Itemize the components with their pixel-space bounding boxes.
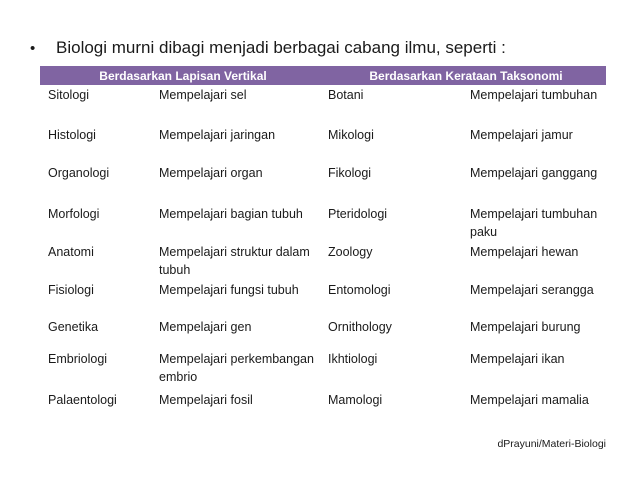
branch-name: Sitologi bbox=[48, 88, 89, 102]
branch-description: Mempelajari serangga bbox=[470, 283, 594, 297]
branch-name: Genetika bbox=[48, 320, 99, 334]
branch-name: Entomologi bbox=[328, 283, 391, 297]
table-row bbox=[40, 390, 606, 428]
branch-name: Organologi bbox=[48, 166, 110, 180]
table-row bbox=[40, 85, 606, 125]
branch-name: Histologi bbox=[48, 128, 96, 142]
branch-name: Fisiologi bbox=[48, 283, 94, 297]
bullet-icon: • bbox=[30, 39, 36, 57]
branch-name: Fikologi bbox=[328, 166, 372, 180]
branch-description: Mempelajari ikan bbox=[470, 352, 565, 366]
branch-name: Botani bbox=[328, 88, 364, 102]
branch-name: Anatomi bbox=[48, 245, 94, 259]
table-row bbox=[40, 204, 606, 242]
table-row bbox=[40, 242, 606, 280]
branch-description: Mempelajari jamur bbox=[470, 128, 573, 142]
branch-description: Mempelajari fungsi tubuh bbox=[159, 283, 299, 297]
branch-name: Mikologi bbox=[328, 128, 374, 142]
table-row bbox=[40, 280, 606, 317]
table-header bbox=[40, 66, 606, 85]
branch-description: Mempelajari organ bbox=[159, 166, 263, 180]
branch-description: Mempelajari gen bbox=[159, 320, 252, 334]
slide-footer: dPrayuni/Materi-Biologi bbox=[497, 438, 606, 450]
branch-description: Mempelajari tumbuhan bbox=[470, 88, 598, 102]
branch-description: Mempelajari struktur dalam tubuh bbox=[159, 245, 310, 277]
header-taxonomy: Berdasarkan Kerataan Taksonomi bbox=[369, 68, 563, 83]
branch-description: Mempelajari perkembangan embrio bbox=[159, 352, 314, 384]
branch-description: Mempelajari hewan bbox=[470, 245, 579, 259]
branch-description: Mempelajari burung bbox=[470, 320, 581, 334]
header-vertical-layer: Berdasarkan Lapisan Vertikal bbox=[99, 68, 267, 83]
branch-name: Mamologi bbox=[328, 393, 383, 407]
table-row bbox=[40, 163, 606, 204]
branch-description: Mempelajari mamalia bbox=[470, 393, 589, 407]
branch-name: Embriologi bbox=[48, 352, 108, 366]
branch-description: Mempelajari tumbuhan paku bbox=[470, 207, 598, 239]
bullet-point bbox=[30, 38, 506, 58]
branch-name: Zoology bbox=[328, 245, 373, 259]
biology-branches-table bbox=[40, 66, 606, 428]
branch-description: Mempelajari fosil bbox=[159, 393, 253, 407]
branch-description: Mempelajari ganggang bbox=[470, 166, 598, 180]
table-row bbox=[40, 125, 606, 163]
branch-description: Mempelajari sel bbox=[159, 88, 247, 102]
table-row bbox=[40, 317, 606, 349]
branch-description: Mempelajari jaringan bbox=[159, 128, 276, 142]
slide-heading: Biologi murni dibagi menjadi berbagai cabang ilmu, seperti : bbox=[56, 38, 506, 57]
branch-name: Morfologi bbox=[48, 207, 100, 221]
branch-name: Ornithology bbox=[328, 320, 392, 334]
branch-name: Ikhtiologi bbox=[328, 352, 378, 366]
table-row bbox=[40, 349, 606, 390]
branch-name: Palaentologi bbox=[48, 393, 117, 407]
branch-description: Mempelajari bagian tubuh bbox=[159, 207, 303, 221]
branch-name: Pteridologi bbox=[328, 207, 388, 221]
